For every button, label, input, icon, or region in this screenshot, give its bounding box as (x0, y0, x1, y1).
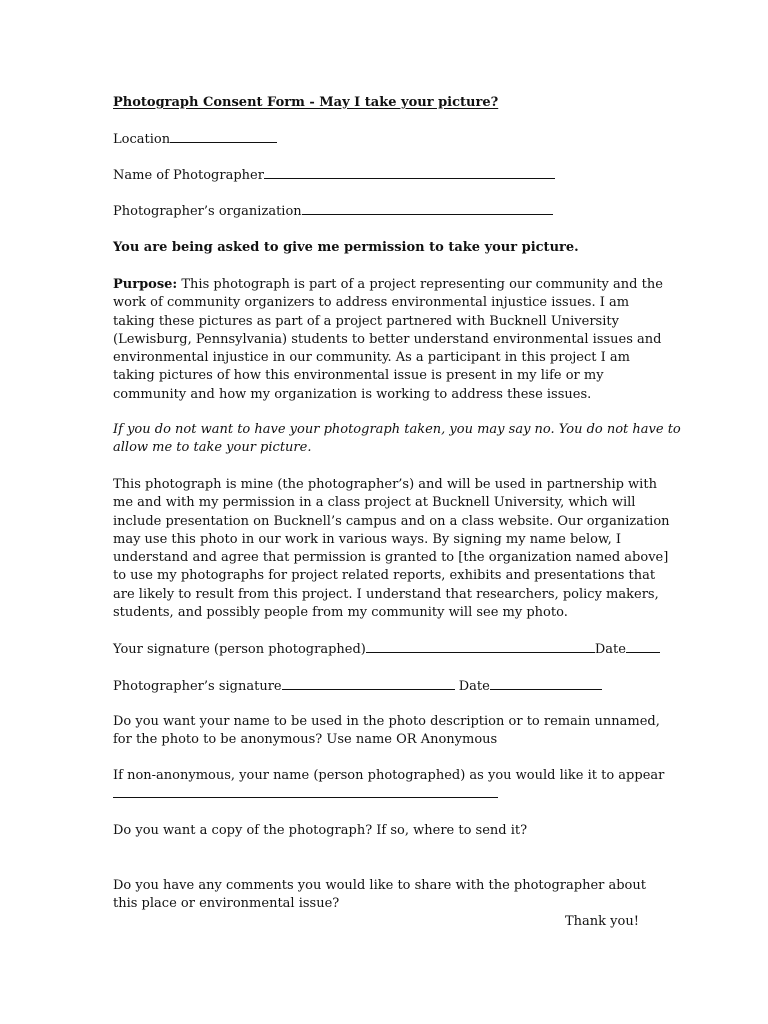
subject-signature-field (113, 640, 660, 659)
usage-line: include presentation on Bucknell’s campus and on a class website. Our organization (113, 513, 670, 529)
comments-line: Do you have any comments you would like to share with the photographer about (113, 878, 646, 893)
usage-line: understand and agree that permission is granted to [the organization named above] (113, 550, 669, 566)
name-appear-label: If non-anonymous, your name (person photographed) as you would like it to appear (113, 768, 665, 783)
usage-line: This photograph is mine (the photographer’s) and will be used in partnership with (113, 477, 657, 492)
optout-paragraph (113, 421, 681, 458)
photographer-name-label: Name of Photographer (113, 168, 264, 183)
thank-you-text: Thank you! (565, 914, 639, 929)
permission-statement: You are being asked to give me permission to take your picture. (113, 240, 579, 255)
date-label-2: Date (454, 679, 490, 694)
usage-line: may use this photo in our work in various ways. By signing my name below, I (113, 531, 621, 547)
photographer-org-field (113, 202, 553, 221)
purpose-heading: Purpose: (113, 277, 178, 292)
purpose-paragraph (113, 276, 663, 404)
photographer-signature-field (113, 677, 602, 696)
date-blank-line-2 (490, 677, 602, 690)
usage-line: to use my photographs for project related reports, exhibits and presentations that (113, 568, 656, 584)
subject-signature-label: Your signature (person photographed) (113, 642, 366, 657)
purpose-line: taking these pictures as part of a project partnered with Bucknell University (113, 313, 619, 329)
location-blank-line (170, 130, 277, 143)
photographer-org-blank-line (302, 202, 553, 215)
name-appear-blank-line (113, 797, 498, 798)
purpose-line: community and how my organization is working to address these issues. (113, 386, 592, 402)
usage-paragraph (113, 476, 670, 622)
photographer-name-blank-line (264, 166, 555, 179)
name-use-line: Do you want your name to be used in the photo description or to remain unnamed, (113, 714, 660, 729)
comments-line: this place or environmental issue? (113, 896, 340, 912)
photographer-signature-label: Photographer’s signature (113, 679, 282, 694)
name-use-line: for the photo to be anonymous? Use name OR Anonymous (113, 732, 498, 748)
purpose-line: taking pictures of how this environmental issue is present in my life or my (113, 368, 604, 384)
purpose-line: work of community organizers to address environmental injustice issues. I am (113, 295, 630, 311)
photographer-signature-blank-line (282, 677, 455, 690)
optout-line: allow me to take your picture. (113, 440, 312, 456)
photographer-name-field (113, 166, 555, 185)
subject-signature-blank-line (366, 640, 595, 653)
comments-question (113, 877, 646, 914)
usage-line: are likely to result from this project. I understand that researchers, policy makers, (113, 586, 659, 602)
date-label: Date (594, 642, 626, 657)
copy-question: Do you want a copy of the photograph? If so, where to send it? (113, 823, 528, 838)
location-field (113, 130, 277, 149)
purpose-line: Purpose: This photograph is part of a project representing our community and the (113, 277, 663, 292)
photographer-org-label: Photographer’s organization (113, 204, 302, 219)
usage-line: me and with my permission in a class project at Bucknell University, which will (113, 495, 636, 511)
location-label: Location (113, 132, 171, 147)
optout-line: If you do not want to have your photograph taken, you may say no. You do not have to (113, 422, 681, 437)
name-use-question (113, 713, 660, 750)
usage-line: students, and possibly people from my community will see my photo. (113, 605, 568, 621)
date-blank-line (626, 640, 660, 653)
purpose-line: environmental injustice in our community. As a participant in this project I am (113, 350, 630, 366)
form-title: Photograph Consent Form - May I take your picture? (113, 95, 499, 110)
purpose-line: (Lewisburg, Pennsylvania) students to better understand environmental issues and (113, 331, 662, 347)
